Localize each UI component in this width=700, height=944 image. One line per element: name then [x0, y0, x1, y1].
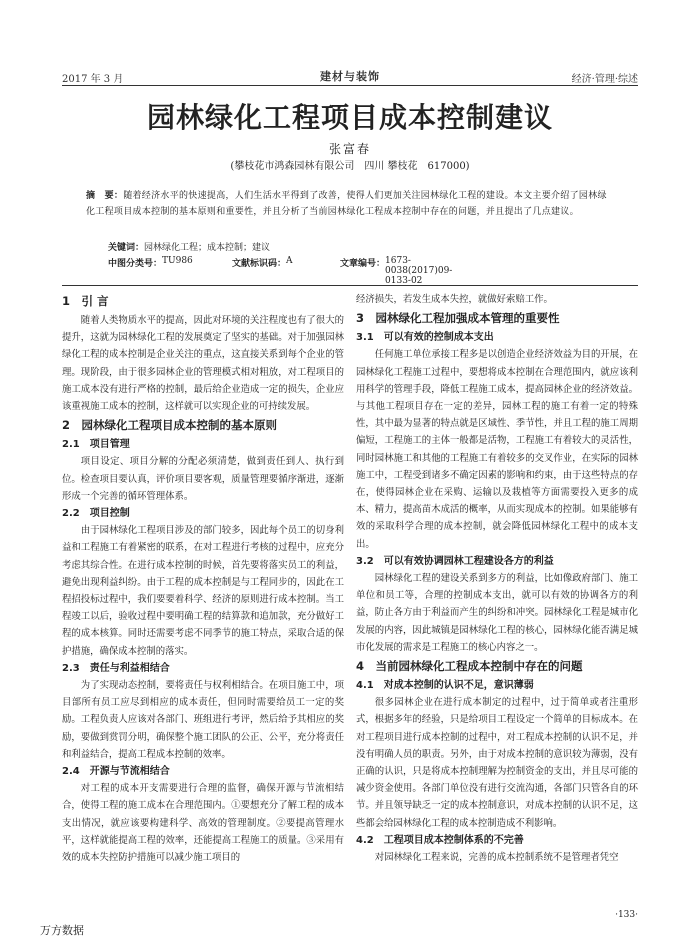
journal-name: 建材与装饰 — [320, 70, 380, 83]
doc-value: A — [286, 256, 293, 266]
paragraph: 为了实现动态控制，要将责任与权利相结合。在项目施工中，项目部所有员工应尽到相应的成本责任，但同时需要给员工一定的奖励。工程负责人应该对各部门、班组进行考评，然后给予其相应的奖励，要做到赏罚分明，确保整个施工团队的公正、公平，充分将责任和利益结合，提高工程成本控制的效率。 — [62, 680, 344, 760]
section-heading: 4 当前园林绿化工程成本控制中存在的问题 — [356, 659, 583, 674]
paragraph: 由于园林绿化工程项目涉及的部门较多，因此每个员工的切身利益和工程施工有着紧密的联系，在对工程进行考核的过程中，应充分考虑其综合性。在进行成本控制的时候，首先要将落实员工的利益，避免出现利益纠纷。由于工程的成本控制是与工程同步的，因此在工程招投标过程中，我们要要着科学、经济的原则进行成本控制。当工程竣工以后，验收过程中要明确工程的结算款和追加款，充分做好工程的成本核算。同时还需要考虑不同季节的施工特点，采取合适的保护措施，确保成本控制的落实。 — [62, 525, 344, 657]
paragraph: 任何施工单位承接工程多是以创造企业经济效益为目的开展，在园林绿化工程施工过程中，要想将成本控制在合理范围内，就应该利用科学的管理手段，降低工程施工成本，提高园林企业的经济效益。与其他工程项目存在一定的差异，园林工程的施工有着一定的特殊性，其中最为显著的特点就是区域性、季节性，并且工程的施工周期偏短，工程施工的主体一般都是活物，工程施工有着较大的灵活性，同时园林施工和其他的工程施工有着较多的交叉作业，在实际的园林施工中，工程受到诸多不确定因素的影响和约束，由于这些特点的存在，使得园林企业在采购、运输以及栽植等方面需要投入更多的成本、精力，提高苗木成活的概率，从而实现成本的控制。如果能够有效的采取科学合理的成本控制，就会降低园林绿化工程中的成本支出。 — [356, 349, 638, 550]
paper-title: 园林绿化工程项目成本控制建议 — [146, 101, 553, 134]
paragraph: 对园林绿化工程来说，完善的成本控制系统不是管理者凭空 — [374, 852, 619, 864]
keywords-text: 园林绿化工程；成本控制；建议 — [144, 243, 271, 253]
paragraph: 经济损失，若发生成本失控，就做好索赔工作。 — [356, 294, 553, 305]
clc-label: 中图分类号： — [108, 259, 163, 269]
abstract-rule — [62, 285, 638, 286]
section-heading: 1 引 言 — [62, 294, 109, 308]
watermark: 万方数据 — [40, 924, 84, 937]
clc-value: TU986 — [162, 256, 193, 266]
left-column — [62, 291, 344, 866]
doc-label: 文献标识码： — [232, 259, 287, 269]
subsection-heading: 2.3 责任与利益相结合 — [62, 662, 170, 674]
header-rule — [62, 85, 638, 86]
paragraph: 项目设定、项目分解的分配必须清楚，做到责任到人、执行到位。检查项目要认真，评价项目要客观，质量管理要循序渐进，逐渐形成一个完善的循环管理体系。 — [62, 456, 344, 502]
author: 张富春 — [328, 142, 371, 156]
right-column — [356, 291, 638, 866]
subsection-heading: 2.1 项目管理 — [62, 439, 130, 451]
subsection-heading: 3.1 可以有效的控制成本支出 — [356, 332, 494, 344]
section-category: 经济·管理·综述 — [571, 74, 638, 85]
journal-logo — [320, 68, 380, 84]
subsection-heading: 2.4 开源与节流相结合 — [62, 766, 170, 778]
paragraph: 对工程的成本开支需要进行合理的监督，确保开源与节流相结合，使得工程的施工成本在合理范围内。①要想充分了解工程的成本支出情况，就应该要构建科学、高效的管理制度。②要提高管理水平，这样就能提高工程的效率，还能提高工程施工的质量。③采用有效的成本失控防护措施可以减少施工项目的 — [62, 783, 344, 864]
article-value: 1673-0038(2017)09-0133-02 — [385, 256, 453, 286]
keywords — [108, 240, 614, 253]
affiliation: (攀枝花市鸿森园林有限公司 四川 攀枝花 617000) — [230, 161, 470, 172]
section-heading: 2 园林绿化工程项目成本控制的基本原则 — [62, 418, 277, 433]
keywords-label: 关键词： — [108, 243, 145, 253]
paragraph: 随着人类物质水平的提高，因此对环境的关注程度也有了很大的提升，这就为园林绿化工程的发展奠定了坚实的基础。对于加强园林绿化工程的成本控制是企业关注的重点，这直接关系到每个企业的管理。现阶段，由于很多园林企业的管理模式相对粗放，对工程项目的施工成本没有进行严格的控制，最后给企业造成一定的损失，企业应该重视施工成本的控制，这样就可以实现企业的可持续发展。 — [62, 315, 344, 413]
subsection-heading: 3.2 可以有效协调园林工程建设各方的利益 — [356, 555, 554, 567]
issue-date: 2017 年 3 月 — [62, 74, 124, 85]
running-header — [62, 68, 638, 84]
abstract-text: 随着经济水平的快速提高，人们生活水平得到了改善，使得人们更加关注园林绿化工程的建设。本文主要介绍了园林绿化工程项目成本控制的基本原则和重要性，并且分析了当前园林绿化工程成本控制中存在的问题，并且提出了几点建议。 — [86, 191, 607, 217]
classification-line — [108, 256, 614, 286]
subsection-heading: 4.1 对成本控制的认识不足，意识薄弱 — [356, 680, 534, 692]
subsection-heading: 2.2 项目控制 — [62, 508, 130, 520]
paragraph: 园林绿化工程的建设关系到多方的利益，比如像政府部门、施工单位和员工等，合理的控制成本支出，就可以有效的协调各方的利益，防止各方由于利益而产生的纠纷和冲突。园林绿化工程是城市化发展的内容，因此城镇是园林绿化工程的核心，园林绿化能否满足城市化发展的需求是工程施工的核心内容之一。 — [356, 573, 638, 653]
abstract-label: 摘 要： — [86, 191, 124, 201]
subsection-heading: 4.2 工程项目成本控制体系的不完善 — [356, 834, 524, 846]
page-number: ·133· — [615, 910, 638, 920]
abstract — [86, 188, 614, 220]
paragraph: 很多园林企业在进行成本制定的过程中，过于简单或者注重形式，根据多年的经验，只是给项目工程设定一个简单的目标成本。在对工程项目进行成本控制的过程中，对工程成本控制的认识不足，并没有明确人员的职责。另外，由于对成本控制的意识较为薄弱，没有正确的认识，只是将成本控制理解为控制资金的支出，并且尽可能的减少资金使用。各部门单位没有进行交流沟通，各部门只管各自的环节。并且领导缺乏一定的成本控制意识，对成本控制的认识不足，这些都会给园林绿化工程的成本控制造成不利影响。 — [356, 697, 638, 829]
section-heading: 3 园林绿化工程加强成本管理的重要性 — [356, 311, 560, 326]
article-label: 文章编号： — [340, 259, 386, 269]
